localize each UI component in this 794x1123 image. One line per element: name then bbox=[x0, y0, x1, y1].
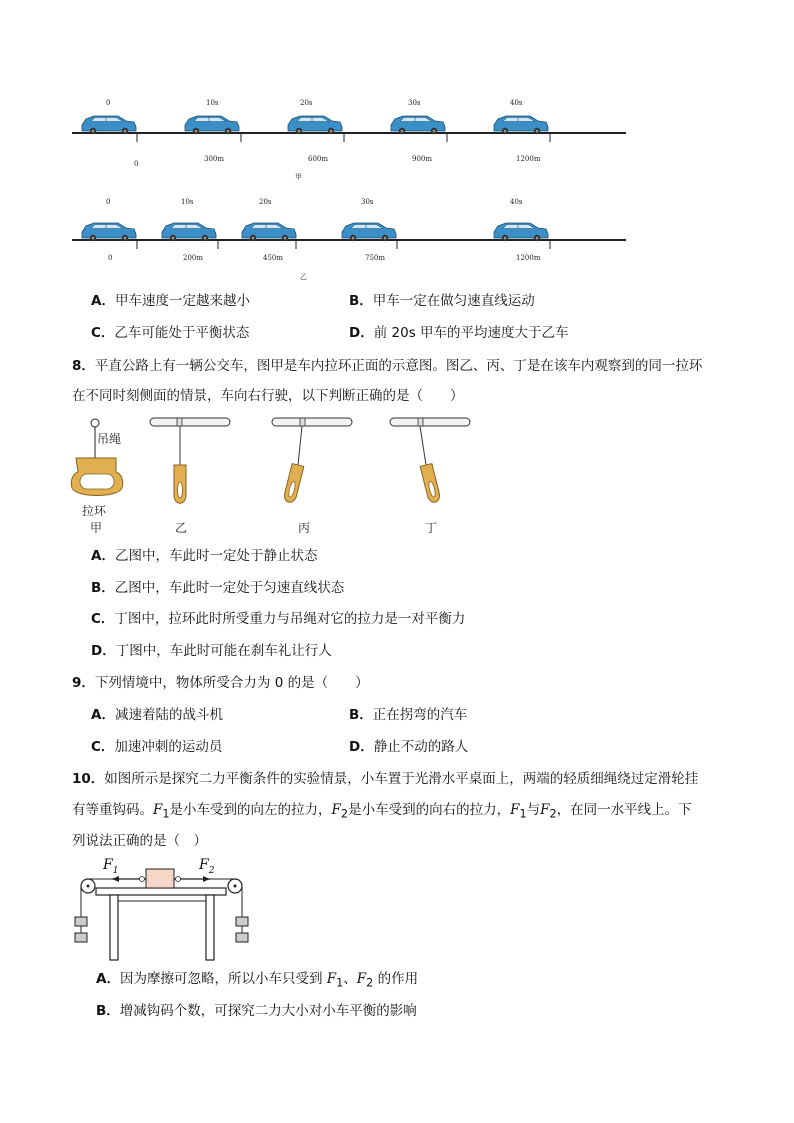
option-text: 乙图中，车此时一定处于静止状态 bbox=[114, 548, 318, 564]
option-letter: D． bbox=[349, 739, 374, 755]
car-yi-40s bbox=[494, 223, 548, 241]
caption-yi: 乙 bbox=[175, 521, 188, 535]
q8-stem-line-2: 在不同时刻侧面的情景，车向右行驶，以下判断正确的是（ ） bbox=[72, 388, 464, 404]
option-letter: B． bbox=[96, 1003, 120, 1019]
q7-option-a bbox=[91, 291, 250, 311]
question-text: 平直公路上有一辆公交车，图甲是车内拉环正面的示意图。图乙、丙、丁是在该车内观察到的同一拉环 bbox=[94, 358, 703, 374]
jia-dist-1200m: 1200m bbox=[516, 155, 541, 163]
option-letter: B． bbox=[349, 293, 373, 309]
option-text: 甲车一定在做匀速直线运动 bbox=[372, 293, 535, 309]
car-motion-figure bbox=[0, 0, 794, 290]
option-text: 静止不动的路人 bbox=[373, 739, 469, 755]
q7-option-b bbox=[349, 291, 535, 311]
two-force-figure bbox=[0, 855, 794, 965]
figure-f1-label: $F_1$ bbox=[103, 857, 119, 876]
f2-subscript: 2 bbox=[549, 807, 557, 821]
option-letter: B． bbox=[91, 580, 115, 596]
q7-option-c bbox=[91, 323, 249, 343]
yi-time-0: 0 bbox=[106, 198, 111, 206]
jia-dist-0: 0 bbox=[134, 160, 139, 168]
jia-time-20s: 20s bbox=[300, 99, 313, 107]
option-text: 增减钩码个数，可探究二力大小对小车平衡的影响 bbox=[119, 1003, 417, 1019]
q10-stem-line-2 bbox=[72, 800, 692, 825]
option-letter: C． bbox=[91, 611, 115, 627]
yi-dist-1200m: 1200m bbox=[516, 254, 541, 262]
yi-time-10s: 10s bbox=[181, 198, 194, 206]
car-yi-20s bbox=[242, 223, 296, 241]
option-text-c: 的作用 bbox=[373, 971, 419, 987]
car-jia-40s bbox=[494, 116, 548, 134]
f1-symbol: F bbox=[153, 802, 163, 818]
q9-option-c bbox=[91, 737, 222, 757]
option-text: 乙图中，车此时一定处于匀速直线状态 bbox=[114, 580, 345, 596]
jia-dist-300m: 300m bbox=[204, 155, 224, 163]
question-number: 8． bbox=[72, 358, 95, 374]
option-text: 丁图中，车此时可能在刹车礼让行人 bbox=[115, 643, 332, 659]
q10-text-c: 是小车受到的向右的拉力， bbox=[348, 802, 511, 818]
ticks-yi bbox=[137, 240, 550, 249]
option-letter: C． bbox=[91, 739, 115, 755]
option-text: 乙车可能处于平衡状态 bbox=[114, 325, 250, 341]
option-letter: D． bbox=[349, 325, 374, 341]
yi-dist-750m: 750m bbox=[365, 254, 385, 262]
f1-symbol: F bbox=[326, 971, 337, 987]
option-text: 甲车速度一定越来越小 bbox=[114, 293, 250, 309]
car-jia-20s bbox=[288, 116, 342, 134]
f2-symbol: F bbox=[356, 971, 367, 987]
q10-text-b: 是小车受到的向左的拉力， bbox=[169, 802, 332, 818]
q10-stem-line-3: 列说法正确的是（ ） bbox=[72, 833, 207, 849]
q8-option-a bbox=[91, 546, 317, 566]
q10-text-e: ，在同一水平线上。下 bbox=[556, 802, 692, 818]
jia-dist-900m: 900m bbox=[412, 155, 432, 163]
caption-jia: 甲 bbox=[90, 521, 103, 535]
jia-time-30s: 30s bbox=[408, 99, 421, 107]
option-letter: A． bbox=[96, 971, 120, 987]
car-yi-0 bbox=[82, 223, 136, 241]
yi-time-20s: 20s bbox=[259, 198, 272, 206]
q9-option-a bbox=[91, 705, 223, 725]
option-text-a: 因为摩擦可忽略，所以小车只受到 bbox=[119, 971, 327, 987]
q10-stem-line-1 bbox=[72, 769, 698, 789]
car-yi-10s bbox=[162, 223, 216, 241]
yi-dist-450m: 450m bbox=[263, 254, 283, 262]
question-number: 9． bbox=[72, 675, 95, 691]
q10-option-a bbox=[96, 969, 418, 994]
q9-option-b bbox=[349, 705, 467, 725]
car-jia-10s bbox=[185, 116, 239, 134]
question-text: 下列情境中，物体所受合力为 0 的是（ ） bbox=[94, 675, 369, 691]
option-text: 加速冲刺的运动员 bbox=[114, 739, 223, 755]
q9-stem bbox=[72, 673, 369, 693]
option-letter: A． bbox=[91, 548, 115, 564]
f2-subscript: 2 bbox=[366, 976, 374, 990]
option-letter: C． bbox=[91, 325, 115, 341]
question-text: 如图所示是探究二力平衡条件的实验情景，小车置于光滑水平桌面上，两端的轻质细绳绕过定滑轮挂 bbox=[104, 771, 699, 787]
jia-time-10s: 10s bbox=[206, 99, 219, 107]
f2-symbol: F bbox=[540, 802, 550, 818]
figure-f2-label: $F_2$ bbox=[199, 857, 215, 876]
jia-caption: 甲 bbox=[295, 173, 302, 181]
f1-subscript: 1 bbox=[336, 976, 344, 990]
option-text-b: 、 bbox=[343, 971, 357, 987]
option-letter: B． bbox=[349, 707, 373, 723]
f2-subscript: 2 bbox=[340, 807, 349, 821]
q9-option-d bbox=[349, 737, 468, 757]
f2-symbol: F bbox=[331, 802, 341, 818]
option-letter: A． bbox=[91, 707, 115, 723]
q8-option-b bbox=[91, 578, 344, 598]
caption-bing: 丙 bbox=[298, 521, 311, 535]
ring-label: 拉环 bbox=[82, 504, 107, 518]
yi-caption: 乙 bbox=[300, 273, 307, 281]
q10-text-a: 有等重钩码。 bbox=[72, 802, 153, 818]
ticks-jia bbox=[137, 133, 550, 142]
yi-time-30s: 30s bbox=[361, 198, 374, 206]
option-letter: D． bbox=[91, 643, 116, 659]
q8-option-c bbox=[91, 609, 465, 629]
yi-time-40s: 40s bbox=[510, 198, 523, 206]
option-letter: A． bbox=[91, 293, 115, 309]
option-text: 减速着陆的战斗机 bbox=[114, 707, 223, 723]
jia-time-0: 0 bbox=[106, 99, 111, 107]
car-jia-0 bbox=[82, 116, 136, 134]
q8-stem-line-1 bbox=[72, 356, 702, 376]
car-yi-30s bbox=[342, 223, 396, 241]
yi-dist-200m: 200m bbox=[183, 254, 203, 262]
option-text: 正在拐弯的汽车 bbox=[372, 707, 468, 723]
car-jia-30s bbox=[391, 116, 445, 134]
q7-option-d bbox=[349, 323, 569, 343]
option-text: 丁图中，拉环此时所受重力与吊绳对它的拉力是一对平衡力 bbox=[114, 611, 466, 627]
question-number: 10． bbox=[72, 771, 105, 787]
f1-symbol: F bbox=[510, 802, 520, 818]
rope-label: 吊绳 bbox=[97, 432, 122, 446]
caption-ding: 丁 bbox=[425, 521, 438, 535]
f1-subscript: 1 bbox=[519, 807, 527, 821]
yi-dist-0: 0 bbox=[108, 254, 113, 262]
f1-subscript: 1 bbox=[162, 807, 170, 821]
option-text: 前 20s 甲车的平均速度大于乙车 bbox=[373, 325, 569, 341]
jia-time-40s: 40s bbox=[510, 99, 523, 107]
jia-dist-600m: 600m bbox=[308, 155, 328, 163]
q8-option-d bbox=[91, 641, 332, 661]
q10-option-b bbox=[96, 1001, 417, 1021]
q10-text-d: 与 bbox=[526, 802, 541, 818]
